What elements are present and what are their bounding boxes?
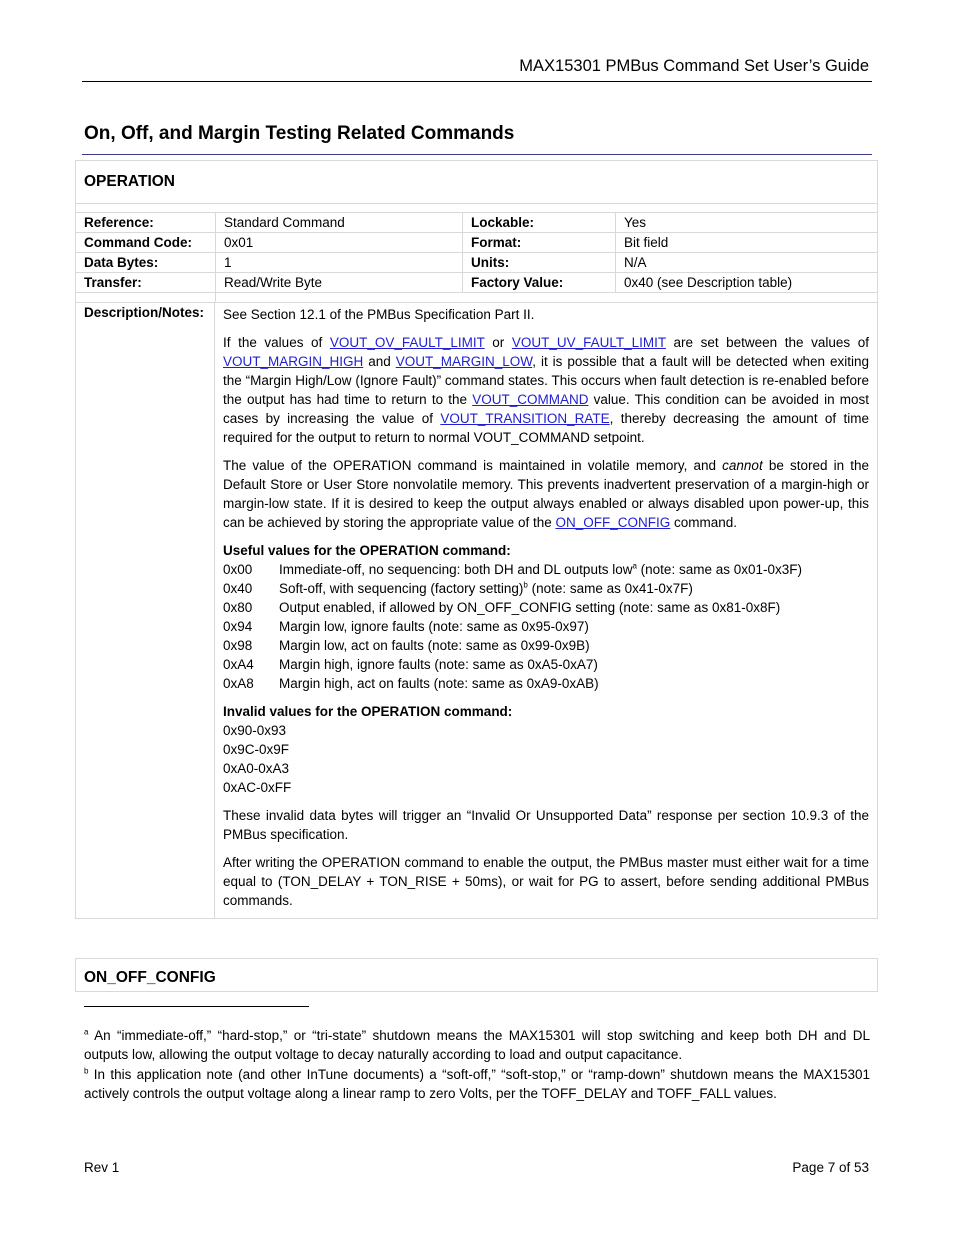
text: If the values of [223,335,330,350]
property-value: Bit field [616,233,878,253]
property-label: Command Code: [76,233,216,253]
description-paragraph-1: See Section 12.1 of the PMBus Specification Part II. [223,307,535,322]
value-code: 0x40 [223,581,253,596]
footnote-mark: b [84,1066,89,1076]
text: are set between the values of [665,335,869,350]
property-label: Data Bytes: [76,253,216,273]
text: (note: same as 0x01-0x3F) [636,562,802,577]
list-item [223,598,869,617]
text: Soft-off, with sequencing (factory setting) [279,581,524,596]
footnote-mark: a [632,561,637,571]
property-value: 0x40 (see Description table) [616,273,878,293]
list-item [223,560,869,579]
link-vout-command[interactable]: VOUT_COMMAND [472,392,589,407]
description-content [215,303,877,918]
text: or [484,335,512,350]
document-header-title: MAX15301 PMBus Command Set User’s Guide [519,57,869,75]
property-label: Factory Value: [463,273,616,293]
description-paragraph-2 [223,333,869,447]
value-description: Margin high, act on faults (note: same as 0xA9-0xAB) [279,676,599,691]
invalid-values-list [223,702,869,797]
list-item [223,636,869,655]
command-separator [76,203,877,212]
value-code: 0xA4 [223,657,254,672]
operation-command-box [75,160,878,919]
on-off-config-command-box [75,958,878,992]
description-row [76,303,877,918]
text: Immediate-off, no sequencing: both DH and DL outputs low [279,562,633,577]
footnote-mark: a [84,1027,89,1037]
footer-page-number: Page 7 of 53 [792,1160,869,1175]
value-description [279,560,802,579]
description-paragraph-4: These invalid data bytes will trigger an “Invalid Or Unsupported Data” response per section 10.9.3 of the PMBus specification. [223,808,869,842]
description-label: Description/Notes: [76,303,215,918]
operation-properties-table [76,212,877,293]
list-item [223,579,869,598]
list-item: 0x9C-0x9F [223,742,290,757]
list-item: 0xAC-0xFF [223,780,292,795]
footnote-mark: b [523,580,528,590]
emphasis-text: cannot [722,458,763,473]
footer-revision: Rev 1 [84,1160,120,1175]
list-item [223,674,869,693]
list-item: 0x90-0x93 [223,723,287,738]
property-value: Standard Command [216,213,463,233]
footnote-b [84,1065,870,1103]
table-spacer-row [76,293,877,303]
on-off-config-command-name: ON_OFF_CONFIG [84,969,216,986]
property-value: 0x01 [216,233,463,253]
table-row [76,233,877,253]
value-code: 0x98 [223,638,253,653]
footnote-text: In this application note (and other InTune documents) a “soft-off,” “soft-stop,” or “ramp-down” shutdown means the MAX15301 actively controls the output voltage along a linear ramp to zero Volts, per the TOFF_DELAY and TOFF_FALL values. [84,1067,870,1101]
property-label: Units: [463,253,616,273]
text: (note: same as 0x41-0x7F) [527,581,693,596]
value-description [279,579,693,598]
property-label: Reference: [76,213,216,233]
header-rule [82,81,872,82]
value-description: Margin low, ignore faults (note: same as 0x95-0x97) [279,619,589,634]
link-vout-margin-low[interactable]: VOUT_MARGIN_LOW [395,354,533,369]
footnote-rule [84,1006,309,1007]
link-vout-ov-fault-limit[interactable]: VOUT_OV_FAULT_LIMIT [329,335,485,350]
value-description: Margin high, ignore faults (note: same as 0xA5-0xA7) [279,657,598,672]
link-vout-transition-rate[interactable]: VOUT_TRANSITION_RATE [440,411,610,426]
list-item [223,617,869,636]
invalid-values-title: Invalid values for the OPERATION command: [223,704,513,719]
link-vout-uv-fault-limit[interactable]: VOUT_UV_FAULT_LIMIT [511,335,666,350]
text: be stored in the Default Store or User Store nonvolatile memory. This prevents inadvertent preservation of a margin-high or margin-low state. If it is desired to keep the output always enabled or always disabled upon power-up, this can be achieved by storing the appropriate value of the [223,458,869,530]
useful-values-title: Useful values for the OPERATION command: [223,543,511,558]
value-description: Output enabled, if allowed by ON_OFF_CONFIG setting (note: same as 0x81-0x8F) [279,600,781,615]
property-value: N/A [616,253,878,273]
footnote-a [84,1026,870,1064]
value-description: Margin low, act on faults (note: same as 0x99-0x9B) [279,638,590,653]
text: and [363,354,396,369]
text: command. [670,515,738,530]
property-value: Read/Write Byte [216,273,463,293]
value-code: 0x80 [223,600,253,615]
text: value. This condition can be avoided in most cases by increasing the value of [223,392,869,426]
table-row [76,253,877,273]
list-item [223,655,869,674]
footnote-text: An “immediate-off,” “hard-stop,” or “tri-state” shutdown means the MAX15301 will stop switching and keep both DH and DL outputs low, allowing the output voltage to decay naturally according to load and output capacitance. [84,1028,870,1062]
table-row [76,273,877,293]
link-vout-margin-high[interactable]: VOUT_MARGIN_HIGH [223,354,364,369]
useful-values-list [223,541,869,693]
property-label: Lockable: [463,213,616,233]
list-item: 0xA0-0xA3 [223,761,290,776]
table-row [76,213,877,233]
description-paragraph-3 [223,456,869,532]
value-code: 0x00 [223,562,253,577]
property-value: Yes [616,213,878,233]
link-on-off-config[interactable]: ON_OFF_CONFIG [555,515,671,530]
value-code: 0x94 [223,619,253,634]
text: , thereby decreasing the amount of time required for the output to return to normal VOUT_COMMAND setpoint. [223,411,869,445]
description-paragraph-5: After writing the OPERATION command to enable the output, the PMBus master must either wait for a time equal to (TON_DELAY + TON_RISE + 50ms), or wait for PG to assert, before sending additional PMBus commands. [223,855,869,908]
property-value: 1 [216,253,463,273]
property-label: Format: [463,233,616,253]
value-code: 0xA8 [223,676,254,691]
text: , it is possible that a fault will be detected when exiting the “Margin High/Low (Ignore Fault)” command states. This occurs when fault detection is re-enabled before the output has had time to return to the [223,354,869,407]
section-title: On, Off, and Margin Testing Related Commands [84,123,515,144]
text: The value of the OPERATION command is maintained in volatile memory, and [223,458,723,473]
operation-command-name: OPERATION [84,173,175,190]
section-rule [82,154,872,155]
property-label: Transfer: [76,273,216,293]
